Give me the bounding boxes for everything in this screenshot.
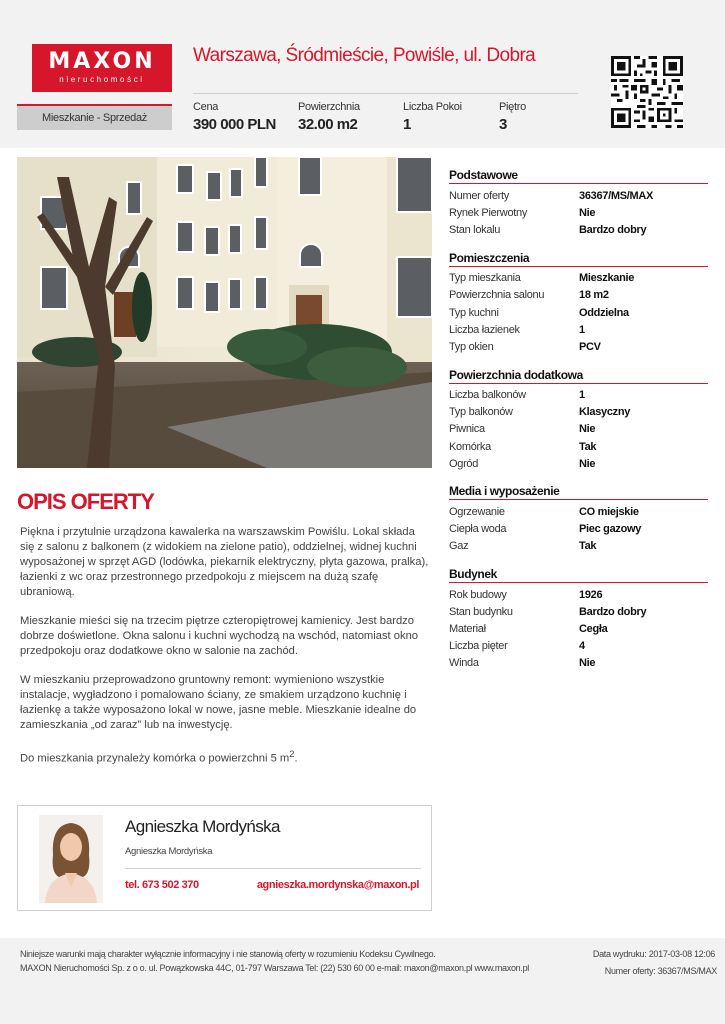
agent-email-link[interactable]: agnieszka.mordynska@maxon.pl (256, 879, 419, 891)
detail-key: Komórka (449, 440, 491, 453)
description-last-end: . (294, 752, 298, 765)
details-section-title: Powierzchnia dodatkowa (449, 367, 583, 382)
footer-company-info: MAXON Nieruchomości Sp. z o o. ul. Powązkowska 44C, 01-797 Warszawa Tel: (22) 530 60 00 e-mail: maxon@maxon.pl www.maxon.pl (20, 963, 529, 973)
detail-row (449, 638, 708, 655)
detail-row (449, 538, 708, 555)
stat-floor (499, 101, 526, 133)
description-paragraph: Piękna i przytulnie urządzona kawalerka na warszawskim Powiślu. Lokal składa się z salonu z balkonem (z widokiem na zielone patio), oddzielnej, widnej kuchni wyposażonej w sprzęt AGD (lodówka, piekarnik elektryczny, płyta gazowa, pralka), łazienki z wc oraz przestronnego przedpokoju z miejscem na dużą szafę ubraniową. (20, 526, 429, 598)
section-divider (449, 183, 708, 184)
footer-band (0, 938, 725, 1024)
detail-key: Typ okien (449, 340, 494, 353)
detail-row (449, 455, 708, 472)
detail-key: Stan lokalu (449, 223, 501, 236)
stat-value: 32.00 m2 (298, 116, 358, 133)
detail-row (449, 204, 708, 221)
detail-row (449, 387, 708, 404)
detail-key: Liczba łazienek (449, 323, 520, 336)
detail-key: Powierzchnia salonu (449, 289, 545, 302)
detail-value: Mieszkanie (579, 272, 635, 285)
details-section-title: Pomieszczenia (449, 250, 530, 265)
detail-value: Bardzo dobry (579, 605, 647, 618)
agent-divider (125, 868, 421, 869)
detail-key: Ogrzewanie (449, 506, 505, 519)
detail-row (449, 287, 708, 304)
detail-value: 36367/MS/MAX (579, 189, 654, 202)
stat-value: 3 (499, 116, 507, 133)
detail-row (449, 603, 708, 620)
agent-card (17, 805, 432, 911)
detail-value: 1 (579, 389, 585, 402)
logo-brand: MAXON (48, 49, 156, 74)
description-heading: OPIS OFERTY (17, 489, 154, 514)
detail-value: 4 (579, 640, 585, 653)
stat-rooms (403, 101, 462, 133)
details-section-title: Budynek (449, 567, 497, 581)
stat-label: Liczba Pokoi (403, 101, 462, 113)
logo-subtitle: nieruchomości (59, 75, 145, 84)
detail-row (449, 620, 708, 637)
details-section (449, 567, 708, 672)
detail-value: PCV (579, 340, 601, 353)
detail-value: Bardzo dobry (579, 223, 647, 236)
detail-row (449, 338, 708, 355)
stat-price (193, 101, 276, 133)
detail-value: Cegła (579, 622, 608, 635)
detail-key: Typ kuchni (449, 306, 499, 319)
agent-phone-link[interactable]: tel. 673 502 370 (125, 879, 199, 891)
section-divider (449, 383, 708, 384)
detail-value: 1926 (579, 588, 603, 601)
detail-row (449, 655, 708, 672)
description-last-text: Do mieszkania przynależy komórka o powierzchni 5 m (20, 752, 290, 765)
qr-code-icon[interactable] (611, 56, 683, 128)
detail-key: Piwnica (449, 423, 485, 436)
section-divider (449, 499, 708, 500)
detail-key: Ciepła woda (449, 523, 507, 536)
detail-value: 1 (579, 323, 585, 336)
detail-row (449, 270, 708, 287)
listing-title: Warszawa, Śródmieście, Powiśle, ul. Dobra (193, 45, 536, 66)
detail-value: Tak (579, 440, 597, 453)
detail-row (449, 521, 708, 538)
description-paragraph: Mieszkanie mieści się na trzecim piętrze czteropiętrowej kamienicy. Jest bardzo dobrze doświetlone. Okna salonu i kuchni wychodzą na wschód, natomiast okno przedpokoju oraz dodatkowe okno w salonie na zachód. (20, 615, 419, 657)
details-section-title: Podstawowe (449, 168, 518, 182)
detail-value: CO miejskie (579, 506, 639, 519)
detail-row (449, 221, 708, 238)
detail-key: Typ mieszkania (449, 272, 521, 285)
detail-row (449, 304, 708, 321)
description-body (20, 525, 432, 781)
detail-value: Oddzielna (579, 306, 629, 319)
detail-key: Typ balkonów (449, 406, 513, 419)
detail-value: Tak (579, 540, 597, 553)
detail-value: Nie (579, 457, 596, 470)
details-section (449, 168, 708, 239)
details-section (449, 368, 708, 473)
details-panel (449, 168, 708, 684)
footer-offer-number: Numer oferty: 36367/MS/MAX (604, 966, 717, 976)
detail-key: Ogród (449, 457, 479, 470)
detail-key: Winda (449, 657, 479, 670)
detail-key: Gaz (449, 540, 469, 553)
detail-key: Numer oferty (449, 189, 509, 202)
stat-label: Cena (193, 101, 219, 113)
detail-key: Rok budowy (449, 588, 507, 601)
detail-row (449, 404, 708, 421)
detail-value: Nie (579, 423, 596, 436)
description-paragraph (20, 747, 432, 767)
detail-key: Rynek Pierwotny (449, 206, 528, 219)
detail-row (449, 421, 708, 438)
footer-print-date: Data wydruku: 2017-03-08 12:06 (592, 949, 715, 959)
detail-key: Liczba balkonów (449, 389, 526, 402)
detail-row (449, 438, 708, 455)
property-photo[interactable] (17, 157, 432, 468)
detail-value: Nie (579, 206, 596, 219)
details-section-title: Media i wyposażenie (449, 484, 560, 499)
detail-key: Stan budynku (449, 605, 513, 618)
detail-row (449, 586, 708, 603)
footer-disclaimer: Niniejsze warunki mają charakter wyłącznie informacyjny i nie stanowią oferty w rozumieniu Kodeksu Cywilnego. (20, 949, 436, 959)
detail-value: Klasyczny (579, 406, 631, 419)
detail-key: Materiał (449, 622, 486, 635)
agent-avatar (39, 815, 103, 903)
stat-value: 1 (403, 116, 411, 133)
agent-name: Agnieszka Mordyńska (125, 817, 280, 836)
title-divider (193, 93, 578, 94)
description-paragraph: W mieszkaniu przeprowadzono gruntowny remont: wymieniono wszystkie instalacje, wygładzono i pomalowano ściany, ze smakiem urządzono kuchnię i łazienkę a także wyposażono lokal w nowe, jasne meble. Mieszkanie idealne do zamieszkania „od zaraz” lub na inwestycję. (20, 674, 417, 731)
detail-value: Piec gazowy (579, 523, 642, 536)
detail-value: 18 m2 (579, 289, 609, 302)
maxon-logo[interactable] (32, 44, 172, 92)
section-divider (449, 266, 708, 267)
detail-value: Nie (579, 657, 596, 670)
detail-row (449, 187, 708, 204)
stat-label: Powierzchnia (298, 101, 360, 113)
detail-key: Liczba pięter (449, 640, 508, 653)
details-section (449, 484, 708, 555)
header-band (0, 0, 725, 148)
agent-subtitle: Agnieszka Mordyńska (125, 846, 213, 857)
detail-row (449, 503, 708, 520)
section-divider (449, 582, 708, 583)
listing-type-badge: Mieszkanie - Sprzedaż (17, 104, 172, 130)
detail-row (449, 321, 708, 338)
superscript: 2 (289, 749, 295, 759)
details-section (449, 251, 708, 356)
stat-area (298, 101, 360, 133)
stat-label: Piętro (499, 101, 526, 113)
stat-value: 390 000 PLN (193, 116, 276, 133)
